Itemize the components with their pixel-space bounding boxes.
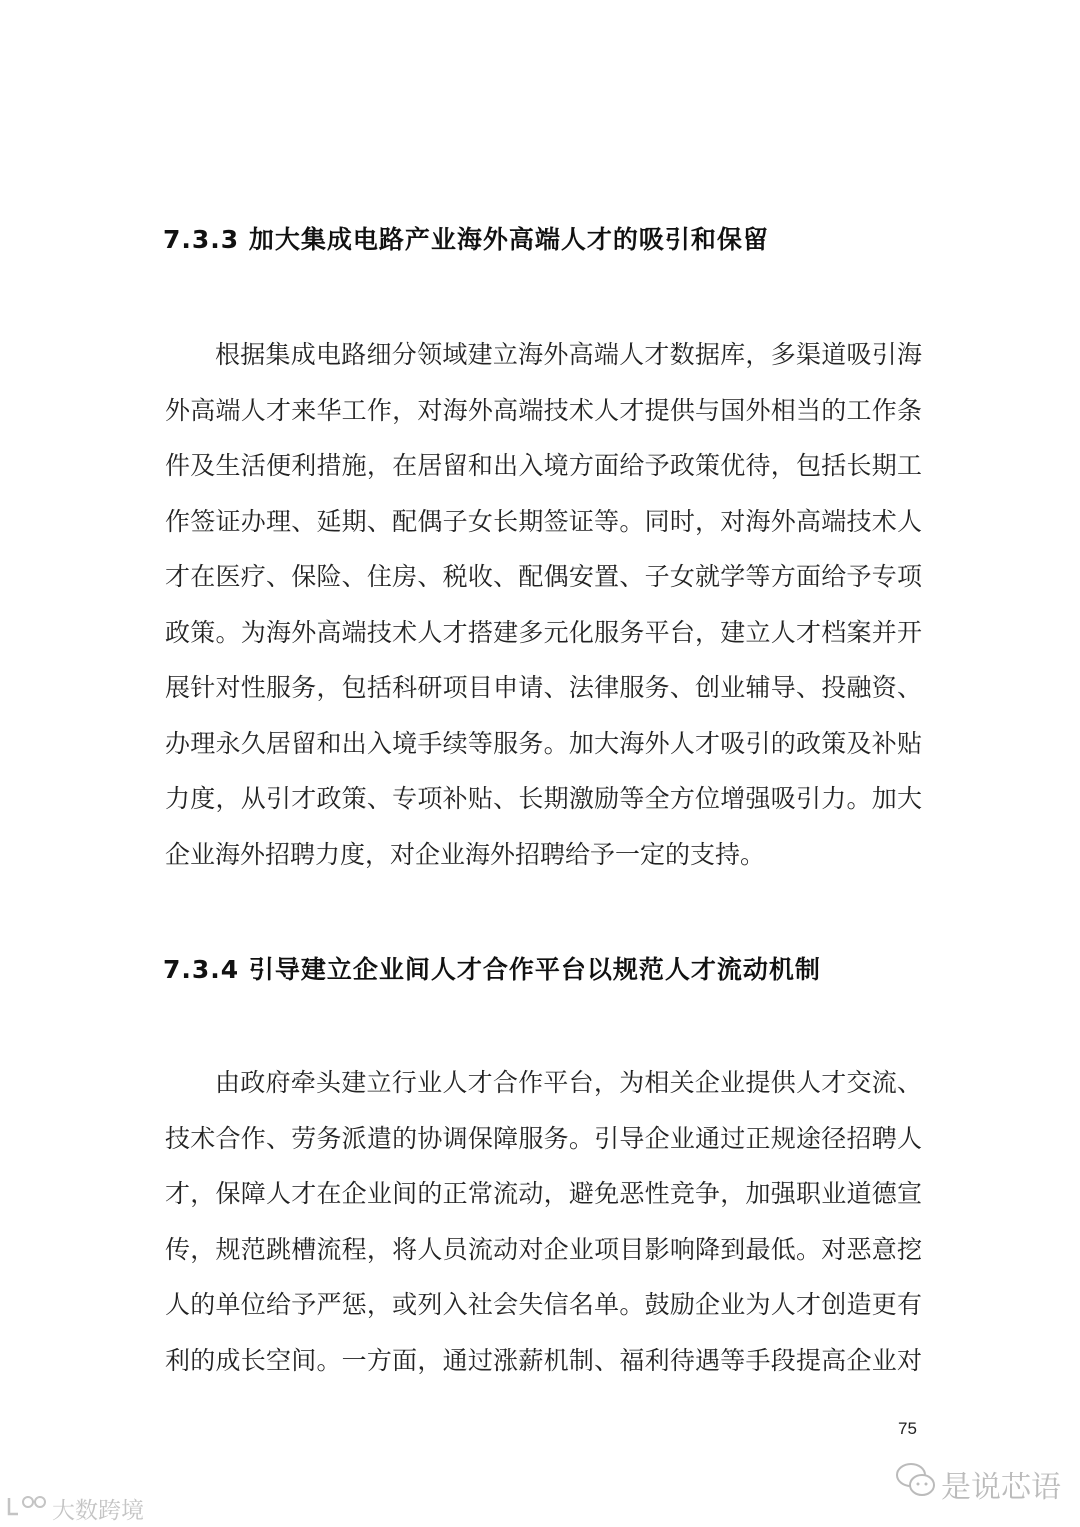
wechat-icon	[895, 1460, 937, 1508]
text-line: 作签证办理、延期、配偶子女长期签证等。同时，对海外高端技术人	[165, 506, 922, 536]
section-heading-7-3-4: 7.3.4 引导建立企业间人才合作平台以规范人才流动机制	[163, 955, 821, 984]
text-line: 办理永久居留和出入境手续等服务。加大海外人才吸引的政策及补贴	[165, 728, 922, 758]
text-line: 利的成长空间。一方面，通过涨薪机制、福利待遇等手段提高企业对	[165, 1345, 922, 1375]
text-line: 才在医疗、保险、住房、税收、配偶安置、子女就学等方面给予专项	[165, 562, 922, 591]
page-number: 75	[898, 1419, 917, 1438]
text-line: 由政府牵头建立行业人才合作平台，为相关企业提供人才交流、	[215, 1068, 922, 1097]
text-line: 展针对性服务，包括科研项目申请、法律服务、创业辅导、投融资、	[165, 673, 922, 702]
text-line: 传，规范跳槽流程，将人员流动对企业项目影响降到最低。对恶意挖	[165, 1234, 922, 1264]
watermark-right-text: 是说芯语	[941, 1470, 1061, 1505]
text-line: 外高端人才来华工作，对海外高端技术人才提供与国外相当的工作条	[165, 395, 922, 425]
text-line: 根据集成电路细分领域建立海外高端人才数据库，多渠道吸引海	[215, 340, 922, 369]
paragraph-7-3-3	[165, 335, 922, 890]
text-line: 企业海外招聘力度，对企业海外招聘给予一定的支持。	[165, 839, 766, 869]
text-line: 才，保障人才在企业间的正常流动，避免恶性竞争，加强职业道德宣	[165, 1179, 922, 1208]
text-line: 技术合作、劳务派遣的协调保障服务。引导企业通过正规途径招聘人	[165, 1123, 922, 1153]
watermark-left-text: 大数跨境	[52, 1498, 144, 1524]
section-heading-7-3-3: 7.3.3 加大集成电路产业海外高端人才的吸引和保留	[163, 225, 769, 254]
watermark-right	[895, 1460, 1061, 1508]
text-line: 人的单位给予严惩，或列入社会失信名单。鼓励企业为人才创造更有	[165, 1290, 922, 1319]
text-line: 政策。为海外高端技术人才搭建多元化服务平台，建立人才档案并开	[165, 617, 922, 647]
paragraph-7-3-4	[165, 1063, 922, 1396]
logo-icon	[6, 1494, 48, 1524]
text-line: 力度，从引才政策、专项补贴、长期激励等全方位增强吸引力。加大	[165, 784, 922, 813]
watermark-left	[6, 1492, 144, 1525]
text-line: 件及生活便利措施，在居留和出入境方面给予政策优待，包括长期工	[165, 451, 922, 480]
